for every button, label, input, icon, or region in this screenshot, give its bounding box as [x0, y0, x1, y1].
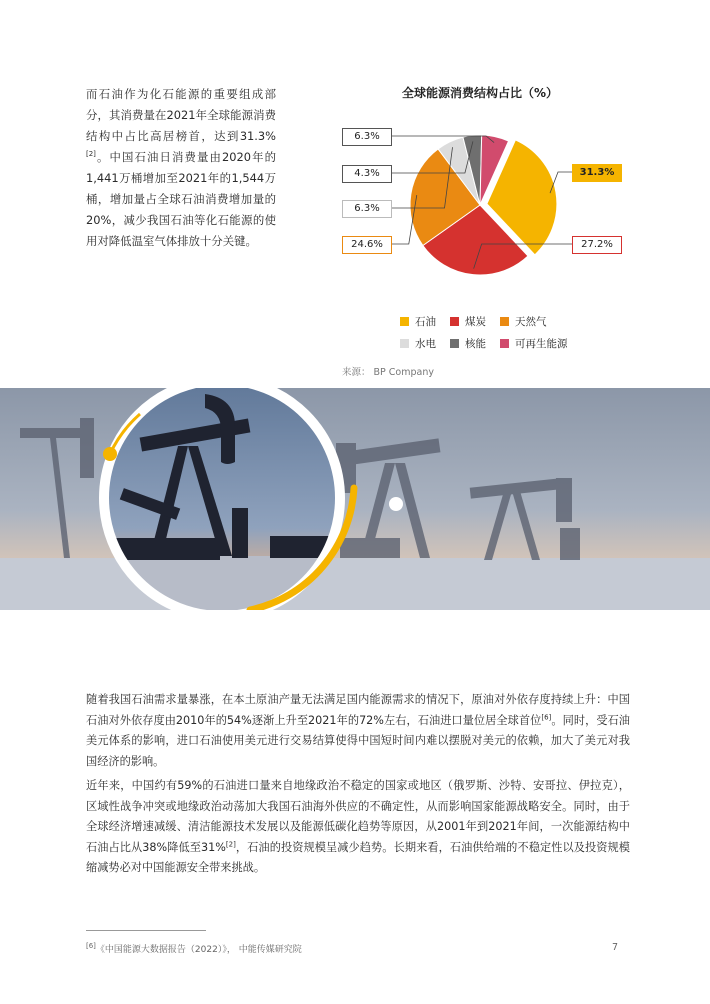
legend-item-gas: 天然气 [500, 314, 547, 329]
legend-item-nuclear: 核能 [450, 336, 486, 351]
oilfield-photo-banner [0, 388, 710, 610]
callout-renewables: 6.3% [342, 128, 392, 146]
oilfield-illustration [0, 388, 710, 610]
legend-item-coal: 煤炭 [450, 314, 486, 329]
footnote: [6]《中国能源大数据报告（2022）》， 中能传媒研究院 [86, 942, 302, 955]
legend-swatch [400, 317, 409, 326]
callout-oil: 31.3% [572, 164, 622, 182]
intro-paragraph [86, 84, 276, 252]
page-number: 7 [612, 942, 619, 953]
legend-swatch [500, 317, 509, 326]
citation-ref[interactable]: [2] [225, 839, 236, 848]
body-paragraph-1: 随着我国石油需求量暴涨，在本土原油产量无法满足国内能源需求的情况下，原油对外依存度持续上升：中国石油对外依存度由2010年的54%逐渐上升至2021年的72%左右，石油进口量位居全球首位[6]。同时，受石油美元体系的影响，进口石油使用美元进行交易结算使得中国短时间内难以摆脱对美元的依赖，加大了美元对我国经济的影响。 [86, 693, 630, 768]
intro-text: 而石油作为化石能源的重要组成部分，其消费量在2021年全球能源消费结构中占比高居榜首，达到31.3% [86, 87, 276, 143]
callout-hydro: 6.3% [342, 200, 392, 218]
callout-coal: 27.2% [572, 236, 622, 254]
footnote-divider [86, 930, 206, 931]
legend-row-1 [400, 314, 650, 329]
legend-swatch [450, 317, 459, 326]
legend-swatch [450, 339, 459, 348]
citation-ref[interactable]: [6] [541, 712, 552, 721]
chart-source: 来源： BP Company [342, 367, 434, 378]
legend-item-oil: 石油 [400, 314, 436, 329]
legend-row-2 [400, 336, 650, 351]
citation-ref[interactable]: [2] [86, 150, 96, 159]
footnote-ref: [6] [86, 942, 96, 950]
chart-title: 全球能源消费结构占比（%） [401, 86, 559, 100]
callout-gas: 24.6% [342, 236, 392, 254]
legend-item-renewables: 可再生能源 [500, 336, 568, 351]
legend-swatch [400, 339, 409, 348]
callout-nuclear: 4.3% [342, 165, 392, 183]
intro-text: 。中国石油日消费量由2020年的1,441万桶增加至2021年的1,544万桶，增加量占全球石油消费增加量的20%，减少我国石油等化石能源的使用对降低温室气体排放十分关键。 [86, 150, 276, 248]
legend-swatch [500, 339, 509, 348]
body-paragraph-2: 近年来，中国约有59%的石油进口量来自地缘政治不稳定的国家或地区（俄罗斯、沙特、安哥拉、伊拉克），区域性战争冲突或地缘政治动荡加大我国石油海外供应的不确定性，从而影响国家能源战略安全。同时，由于全球经济增速减缓、清洁能源技术发展以及能源低碳化趋势等原因，从2001年到2021年间，一次能源结构中石油占比从38%降低至31%[2]，石油的投资规模呈减少趋势。长期来看，石油供给端的不稳定性以及投资规模缩减势必对中国能源安全带来挑战。 [86, 779, 630, 874]
legend-item-hydro: 水电 [400, 336, 436, 351]
